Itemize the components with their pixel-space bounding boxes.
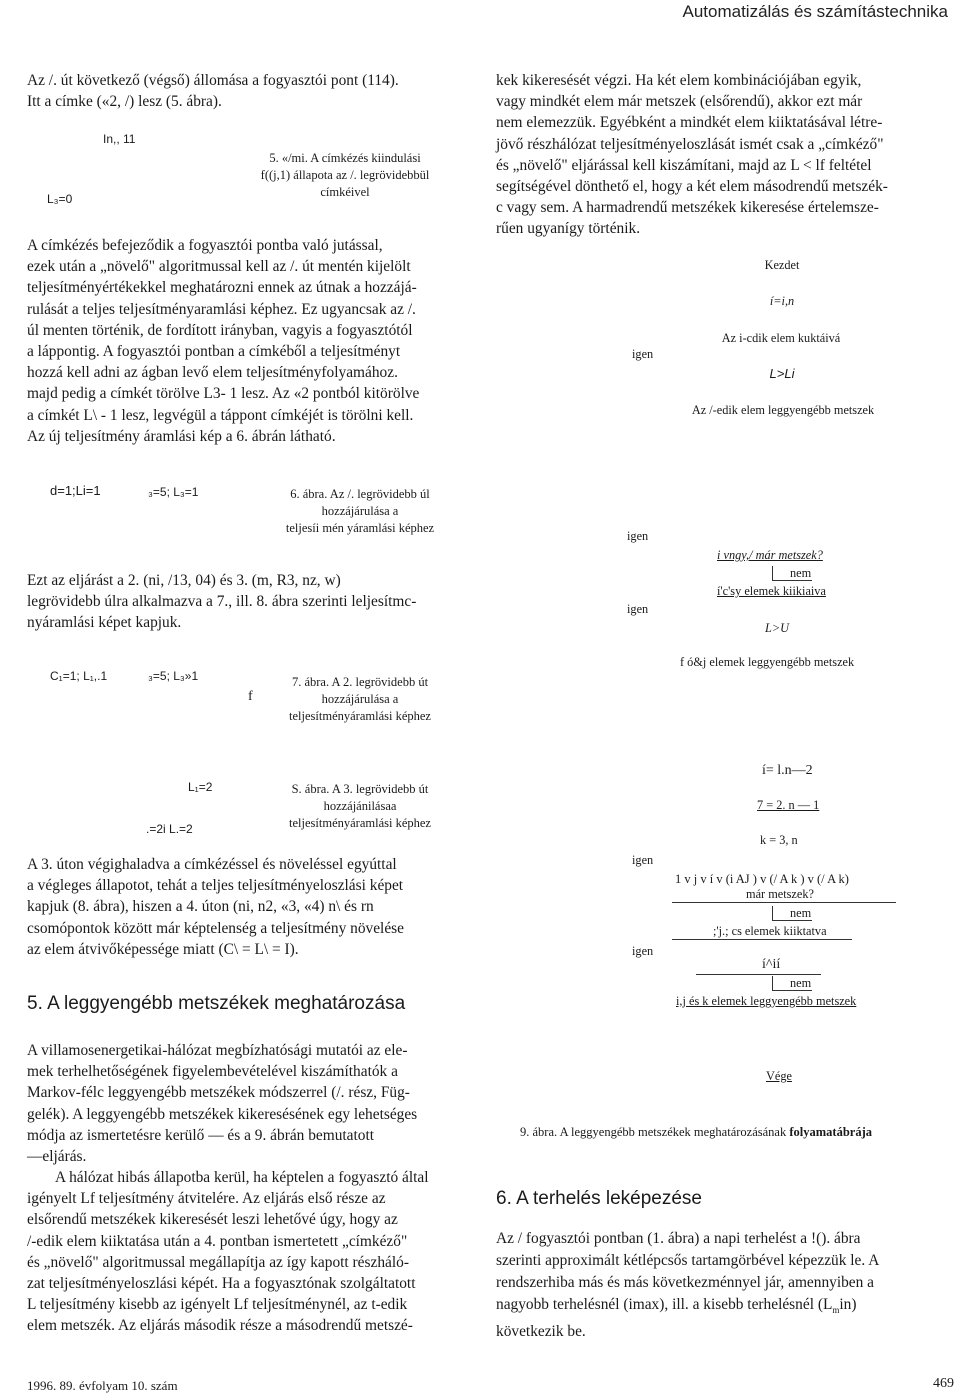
paragraph-final-state: A 3. úton végighaladva a címkézéssel és növeléssel egyúttal a végleges állapotot, tehát a teljes teljesítményeloszlási képet kapjuk (8. ábra), hiszen a 4. úton (ni, n2, «3, «4) n\ és rn csomópontok között már képtelenség a teljesítmény növelése az elem átvivőképessége miatt (C\ = L\ = I).	[27, 856, 404, 958]
flow-connector	[772, 566, 773, 580]
flow-no-label: nem	[790, 566, 812, 580]
intro-paragraph: Az /. út következő (végső) állomása a fogyasztói pont (114). Itt a címke («2, /) lesz (5. ábra).	[27, 72, 399, 111]
flow-result-3: i,j és k elemek leggyengébb metszek	[676, 994, 857, 1008]
flow-connector	[772, 920, 812, 921]
flow-yes-label: igen	[632, 944, 654, 958]
flow-yes-label: igen	[627, 529, 649, 543]
fig8-node-label-b: .=2i L.=2	[146, 822, 193, 836]
flow-j-loop: 7 = 2. n — 1	[757, 798, 820, 812]
flow-question-2: i vngy,/ már metszek?	[717, 548, 823, 562]
section-6-heading: 6. A terhelés leképezése	[496, 1188, 702, 1209]
flow-yes-label: igen	[632, 853, 654, 867]
flow-no-label: nem	[790, 906, 812, 920]
flow-condition-3: í^ií	[762, 957, 781, 972]
flow-connector	[772, 906, 773, 920]
flow-no-label: nem	[790, 976, 812, 990]
fig5-node-label-l: L₃=0	[47, 192, 73, 206]
flow-result-1: Az /-edik elem leggyengébb metszek	[691, 403, 875, 417]
fig7-node-label-b: ₃=5; L₃»1	[148, 669, 199, 683]
flow-end: Vége	[766, 1069, 792, 1083]
running-header: Automatizálás és számítástechnika	[682, 2, 948, 21]
flow-yes-label: igen	[632, 347, 654, 361]
page-number: 469	[933, 1376, 954, 1391]
flow-k-loop: k = 3, n	[760, 833, 798, 847]
flow-condition-2: L>U	[765, 621, 790, 635]
flow-divider	[672, 939, 852, 940]
flow-connector	[772, 976, 773, 990]
fig6-node-label-a: d=1;Li=1	[50, 483, 101, 498]
flow-condition-1: L>Li	[769, 366, 795, 381]
flow-remove-pair: í'c'sy elemek kiikiaiva	[717, 584, 826, 598]
figure-5-caption: 5. «/mi. A címkézés kiindulási f((j,1) állapota az /. legrövidebbül címkéivel	[260, 151, 430, 199]
flow-question-3: 1 v j v í v (i AJ ) v (/ A k ) v (/ A k)	[675, 872, 849, 886]
paragraph-applied: Ezt az eljárást a 2. (ni, /13, 04) és 3. (m, R3, nz, w) legrövidebb úlra alkalmazva a 7., ill. 8. ábra szerinti leljesítmc- nyáramlási képet kapjuk.	[27, 572, 417, 632]
section-5-heading: 5. A leggyengébb metszékek meghatározása	[27, 993, 406, 1014]
figure-6-caption: 6. ábra. Az /. legrövidebb úl hozzájárulása a teljesíi mén yáramlási képhez	[285, 487, 435, 535]
flow-divider	[672, 902, 896, 903]
paragraph-section5-intro: A villamosenergetikai-hálózat megbízhatósági mutatói az ele- mek terhelhetőségének figyelembevételével kiszámíthatók a Markov-félc leggyengébb metszékek módszerrel (/. rész, Füg- gelék). A leggyengébb metszékek kikeresésének egy lehetséges módja az ismertetésre kerülő — és a 9. ábrán bemutatott —eljárás.	[27, 1042, 418, 1166]
flow-divider	[696, 974, 821, 975]
flow-yes-label: igen	[627, 602, 649, 616]
flow-i-loop: í=i,n	[769, 294, 795, 308]
fig8-node-label-a: L₁=2	[188, 780, 213, 794]
flow-result-2: f ó&j elemek leggyengébb metszek	[680, 655, 855, 669]
fig7-label-f: f	[248, 689, 253, 704]
footer-issue: 1996. 89. évfolyam 10. szám	[27, 1378, 178, 1393]
paragraph-second-order: kek kikeresését végzi. Ha két elem kombinációjában egyik, vagy mindkét elem már metszek (elsőrendű), akkor ezt már nem elemezzük. Egyébként a mindkét elem kiiktatásával létre- jövő részhálózat teljesítményeloszlását ismét csak a „címkéző" és „növelő" eljárással kell kiszámítani, majd az L < lf feltétel segítségével dönthető el, hogy a két elem másodrendű metszék- c vagy sem. A harmadrendű metszékek kikeresése értelemsze- rűen ugyanígy történik.	[496, 72, 888, 238]
paragraph-labeling: A címkézés befejeződik a fogyasztói pontba való jutással, ezek után a „növelő" algoritmussal kell az /. út mentén kijelölt teljesítményértékekkel meghatározni ennek az útnak a hozzájá- rulását a teljes teljesítményaramlási képhez. Ez ugyancsak az /. úl menten történik, de fordított irányban, vagyis a fogyasztótól a láppontig. A fogyasztói pontban a címkéből a teljesítményt hozzá kell adni az ágban levő elem teljesítményfolyamához. majd pedig a címkét törölve L3- 1 lesz. Az «2 pontból kitörölve a címkét L\ - 1 lesz, legvégül a táppont címkéjét is törölni kell. Az új teljesítmény áramlási kép a 6. ábrán látható.	[27, 237, 420, 445]
fig5-node-label: In,, 11	[103, 132, 136, 146]
flow-connector	[772, 580, 812, 581]
paragraph-load-mapping: Az / fogyasztói pontban (1. ábra) a napi terhelést a !(). ábra szerinti approximált kétlépcsős tartamgörbével képezzük le. A rendszerhiba más és más következménnyel jár, amennyiben a nagyobb terhelésnél (imax), ill. a kisebb terhelésnél $(L_min)$ következik be.	[496, 1230, 880, 1341]
flow-remove-triple: ;'j.; cs elemek kiiktatva	[713, 924, 827, 938]
flow-start: Kezdet	[764, 258, 800, 272]
figure-8-caption: S. ábra. A 3. legrövidebb út hozzájánilásaa teljesítményáramlási képhez	[289, 782, 431, 830]
flow-connector	[772, 990, 812, 991]
flow-i-loop-2: í= l.n—2	[762, 763, 813, 778]
figure-9-caption: 9. ábra. A leggyengébb metszékek meghatározásának folyamatábrája	[520, 1125, 872, 1139]
flow-remove-element-i: Az i-cdik elem kuktáivá	[721, 331, 841, 345]
flow-question-3-tail: már metszek?	[746, 887, 814, 901]
fig6-node-label-b: ₃=5; L₃=1	[148, 485, 199, 499]
fig7-node-label-a: C₁=1; L₁,.1	[50, 669, 108, 683]
paragraph-section5-method: A hálózat hibás állapotba kerül, ha képtelen a fogyasztó által igényelt Lf teljesítmény átvitelére. Az eljárás első része az elsőrendű metszékek kikeresését leszi lehetővé úgy, hogy az /-edik elem kiiktatása után a 4. pontban ismertetett „címkéző" és „növelő" algoritmussal megállapítja az így kapott részháló- zat teljesítményeloszlási képét. Ha a fogyasztónak szolgáltatott L teljesítmény kisebb az igényelt Lf teljesítménynél, az t-edik elem metszék. Az eljárás második része a másodrendű metszé-	[27, 1169, 429, 1335]
figure-7-caption: 7. ábra. A 2. legrövidebb út hozzájárulása a teljesítményáramlási képhez	[289, 675, 431, 723]
